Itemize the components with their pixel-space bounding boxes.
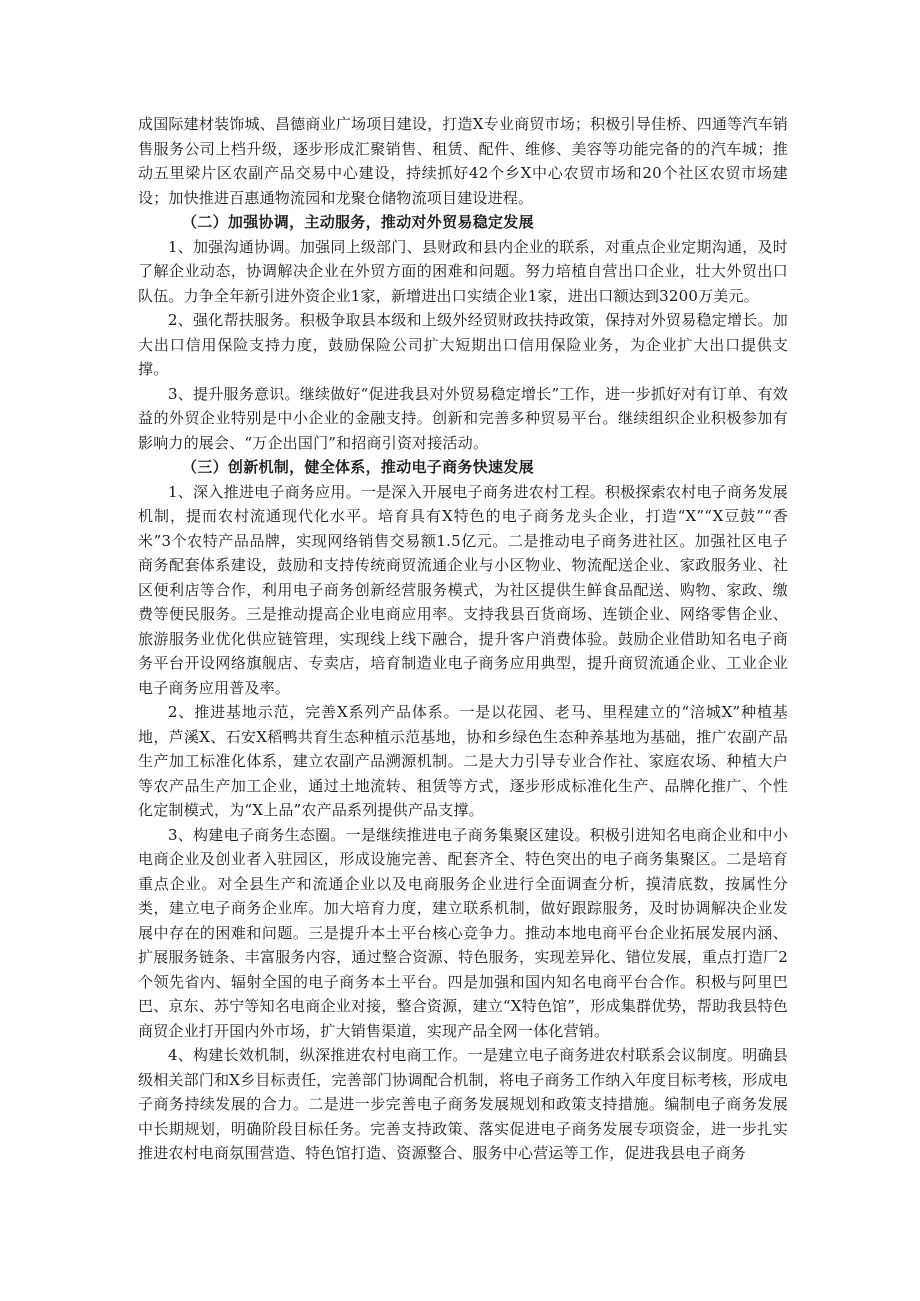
section-heading-3: （三）创新机制，健全体系，推动电子商务快速发展 xyxy=(182,458,534,476)
paragraph-service-awareness: 3、提升服务意识。继续做好“促进我县对外贸易稳定增长”工作，进一步抓好对有订单、有效益的外贸企业特别是中小企业的金融支持。创新和完善多种贸易平台。继续组织企业积极参加有影响力的展会、“万企出国门”和招商引资对接活动。 xyxy=(138,384,788,452)
paragraph-support-services: 2、强化帮扶服务。积极争取县本级和上级外经贸财政扶持政策，保持对外贸易稳定增长。加大出口信用保险支持力度，鼓励保险公司扩大短期出口信用保险业务，为企业扩大出口提供支撑。 xyxy=(138,311,788,378)
paragraph-continuation: 成国际建材装饰城、昌德商业广场项目建设，打造X专业商贸市场；积极引导佳桥、四通等汽车销售服务公司上档升级，逐步形成汇聚销售、租赁、配件、维修、美容等功能完备的的汽车城；推动五里梁片区农副产品交易中心建设，持续抓好42个乡X中心农贸市场和20个社区农贸市场建设；加快推进百惠通物流园和龙聚仓储物流项目建设进程。 xyxy=(138,115,788,207)
paragraph-communication: 1、加强沟通协调。加强同上级部门、县财政和县内企业的联系，对重点企业定期沟通，及时了解企业动态，协调解决企业在外贸方面的困难和问题。努力培植自营出口企业，壮大外贸出口队伍。力争全年新引进外资企业1家，新增进出口实绩企业1家，进出口额达到3200万美元。 xyxy=(138,237,788,305)
paragraph-long-term-mechanism: 4、构建长效机制，纵深推进农村电商工作。一是建立电子商务进农村联系会议制度。明确县级相关部门和X乡目标责任，完善部门协调配合机制，将电子商务工作纳入年度目标考核，形成电子商务持续发展的合力。二是进一步完善电子商务发展规划和政策支持措施。编制电子商务发展中长期规划，明确阶段目标任务。完善支持政策、落实促进电子商务发展专项资金，进一步扎实推进农村电商氛围营造、特色馆打造、资源整合、服务中心营运等工作，促进我县电子商务 xyxy=(138,1046,788,1162)
paragraph-ecommerce-ecosystem: 3、构建电子商务生态圈。一是继续推进电子商务集聚区建设。积极引进知名电商企业和中小电商企业及创业者入驻园区，形成设施完善、配套齐全、特色突出的电子商务集聚区。二是培育重点企业。对全县生产和流通企业以及电商服务企业进行全面调查分析，摸清底数，按属性分类，建立电子商务企业库。加大培育力度，建立联系机制，做好跟踪服务，及时协调解决企业发展中存在的困难和问题。三是提升本土平台核心竞争力。推动本地电商平台企业拓展发展内涵、扩展服务链条、丰富服务内容，通过整合资源、特色服务，实现差异化、错位发展，重点打造厂2个领先省内、辐射全国的电子商务本土平台。四是加强和国内知名电商平台合作。积极与阿里巴巴、京东、苏宁等知名电商企业对接，整合资源，建立“X特色馆”，形成集群优势，帮助我县特色商贸企业打开国内外市场，扩大销售渠道，实现产品全网一体化营销。 xyxy=(138,825,788,1040)
section-heading-2: （二）加强协调，主动服务，推动对外贸易稳定发展 xyxy=(182,213,534,231)
paragraph-base-demonstration: 2、推进基地示范，完善X系列产品体系。一是以花园、老马、里程建立的“涪城X”种植基地，芦溪X、石安X稻鸭共育生态种植示范基地，协和乡绿色生态种养基地为基础，推广农副产品生产加工标准化体系，建立农副产品溯源机制。二是大力引导专业合作社、家庭农场、种植大户等农产品生产加工企业，通过土地流转、租赁等方式，逐步形成标准化生产、品牌化推广、个性化定制模式，为“X上品”农产品系列提供产品支撑。 xyxy=(138,703,788,819)
paragraph-ecommerce-application: 1、深入推进电子商务应用。一是深入开展电子商务进农村工程。积极探索农村电子商务发展机制，提而农村流通现代化水平。培育具有X特色的电子商务龙头企业，打造“X”“X豆鼓”“香米”3个农特产品品牌，实现网络销售交易额1.5亿元。二是推动电子商务进社区。加强社区电子商务配套体系建设，鼓励和支持传统商贸流通企业与小区物业、物流配送企业、家政服务业、社区便利店等合作，利用电子商务创新经营服务模式，为社区提供生鲜食品配送、购物、家政、缴费等便民服务。三是推动提高企业电商应用率。支持我县百货商场、连锁企业、网络零售企业、旅游服务业优化供应链管理，实现线上线下融合，提升客户消费体验。鼓励企业借助知名电子商务平台开设网络旗舰店、专卖店，培育制造业电子商务应用典型，提升商贸流通企业、工业企业电子商务应用普及率。 xyxy=(138,482,788,697)
document-body xyxy=(138,112,788,1166)
